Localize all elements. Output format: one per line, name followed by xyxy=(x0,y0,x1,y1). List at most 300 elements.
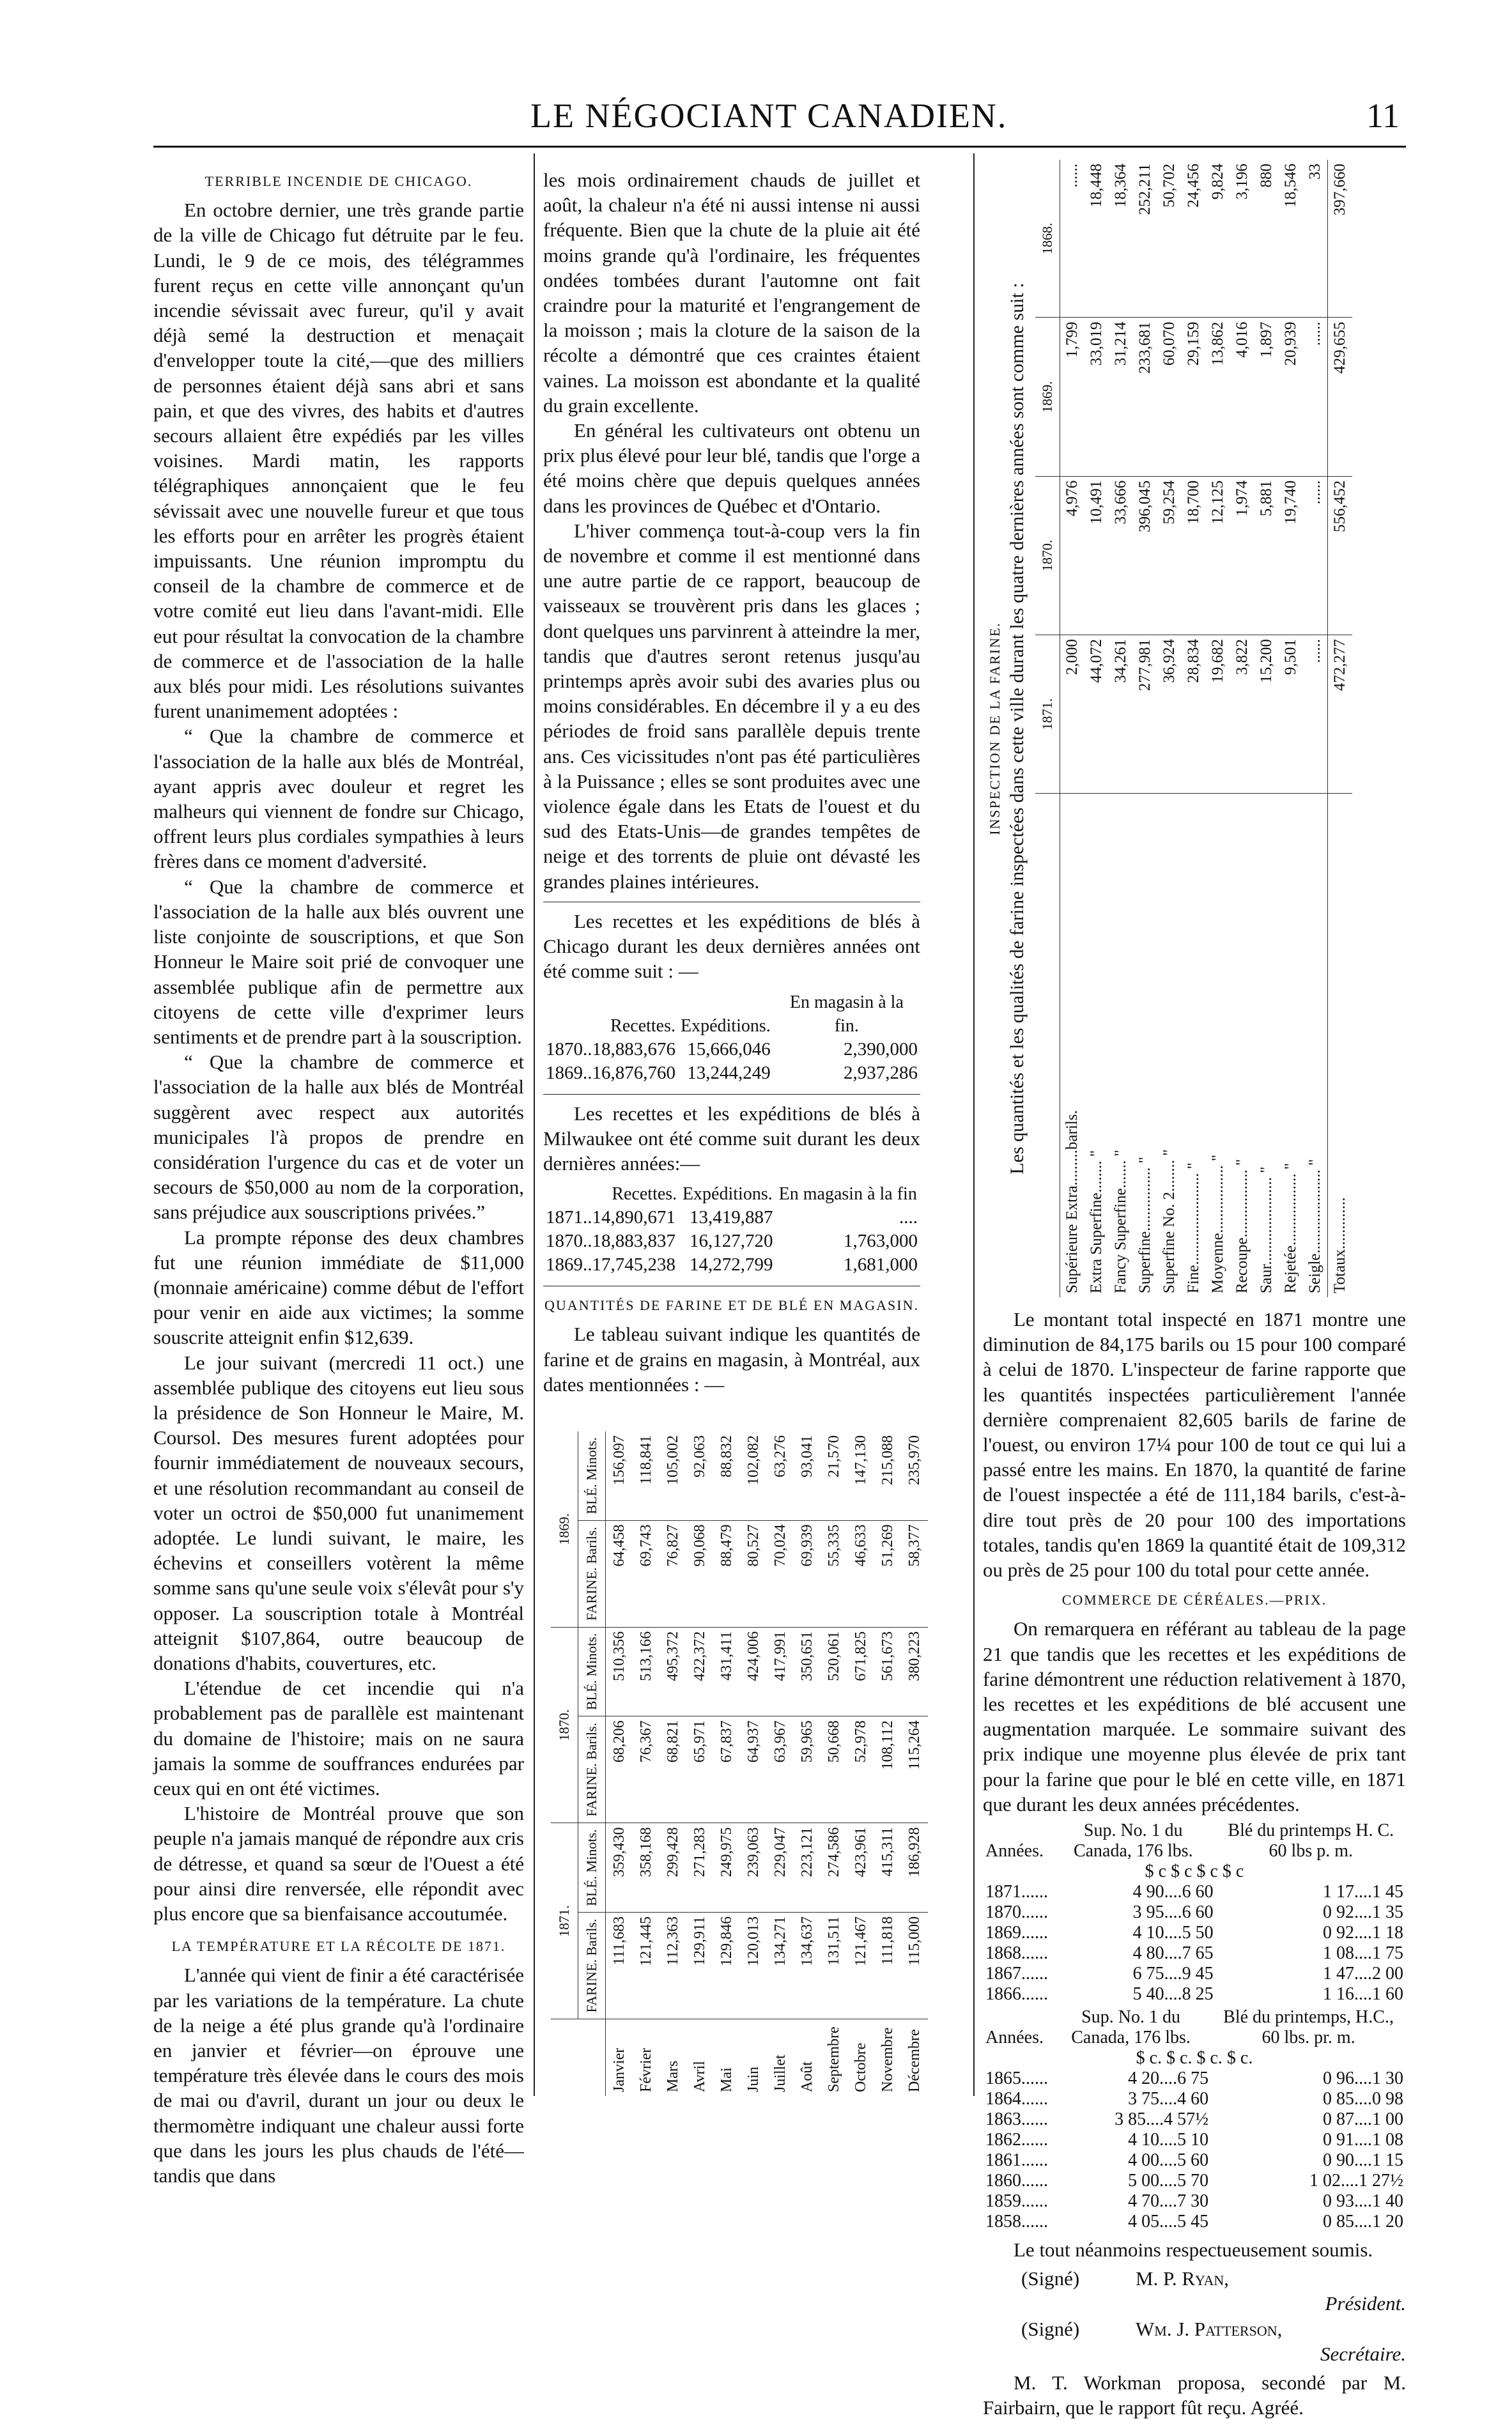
heading-stock-in-store: QUANTITÉS DE FARINE ET DE BLÉ EN MAGASIN. xyxy=(544,1297,919,1314)
heading-chicago-fire: TERRIBLE INCENDIE DE CHICAGO. xyxy=(204,173,473,189)
cell: 88,479 xyxy=(713,1520,740,1627)
table-row xyxy=(901,1431,928,2096)
cell: 1870..18,883,676 xyxy=(546,1038,675,1060)
milwaukee-wheat-table xyxy=(543,1182,920,1277)
cell: 520,061 xyxy=(821,1627,847,1716)
table-row xyxy=(983,2069,1406,2089)
column-1 xyxy=(153,167,524,2188)
month-label: Avril xyxy=(691,2061,708,2092)
cell: 59,254 xyxy=(1157,476,1182,635)
table-row xyxy=(606,1431,633,2096)
year-cell: 1863...... xyxy=(985,2109,1048,2130)
year-cell: 1866...... xyxy=(985,1984,1048,2005)
column-2 xyxy=(543,167,920,1397)
table-row xyxy=(821,1431,847,2096)
cell: 415,311 xyxy=(874,1823,901,1913)
cell: 880 xyxy=(1254,160,1279,318)
year-head: 1871. xyxy=(1035,635,1060,794)
signature-president xyxy=(983,2266,1406,2316)
month-label: Novembre xyxy=(879,2027,896,2092)
cell: 1,974 xyxy=(1230,476,1254,635)
col-head: Recettes. xyxy=(610,1015,675,1036)
heading-grain-prices: COMMERCE DE CÉRÉALES.—PRIX. xyxy=(1061,1592,1327,1608)
price-cell: 5 00....5 70 xyxy=(1128,2171,1209,2191)
cell: 561,673 xyxy=(874,1627,901,1716)
cell: 60,070 xyxy=(1157,318,1182,476)
flour-inspection-box xyxy=(984,160,1406,1297)
page-number: 11 xyxy=(1366,96,1400,135)
table-row xyxy=(983,1943,1406,1964)
cell: 10,491 xyxy=(1084,476,1109,635)
subhead-ble: BLÉ. Minots. xyxy=(578,1823,606,1913)
cell: 3,822 xyxy=(1230,635,1254,794)
year-cell: 1865...... xyxy=(985,2069,1048,2089)
cell: 2,390,000 xyxy=(844,1038,918,1060)
cell: 64,937 xyxy=(740,1716,767,1823)
row-label: Superfine................ " xyxy=(1136,1157,1153,1293)
cell: 15,666,046 xyxy=(687,1038,771,1060)
price-cell: 5 40....8 25 xyxy=(1132,1984,1214,2005)
price-cell: 0 91....1 08 xyxy=(1323,2130,1403,2150)
year-1869: 1869. xyxy=(551,1431,578,1627)
month-label: Septembre xyxy=(826,2026,842,2092)
cell: 34,261 xyxy=(1109,635,1133,794)
inspection-title: INSPECTION DE LA FARINE. xyxy=(987,622,1003,835)
year-cell: 1870...... xyxy=(985,1902,1048,1923)
cell: 13,244,249 xyxy=(687,1062,771,1083)
cell: 21,570 xyxy=(821,1431,847,1520)
price-cell: 1 08....1 75 xyxy=(1323,1943,1403,1964)
cell: 513,166 xyxy=(633,1627,660,1716)
price-cell: 4 00....5 60 xyxy=(1128,2150,1209,2171)
heading-temperature: LA TEMPÉRATURE ET LA RÉCOLTE DE 1871. xyxy=(171,1938,506,1955)
subhead-ble: BLÉ. Minots. xyxy=(578,1627,606,1716)
cell: 299,428 xyxy=(660,1823,686,1913)
price-cell: 0 85....0 98 xyxy=(1323,2089,1403,2109)
cell: 33 xyxy=(1303,160,1328,318)
table-row xyxy=(847,1431,874,2096)
year-cell: 1860...... xyxy=(985,2171,1048,2191)
month-label: Mars xyxy=(665,2060,681,2092)
cell: 215,088 xyxy=(874,1431,901,1520)
cell: 120,013 xyxy=(740,1912,767,2019)
row-label: Fine....................... " xyxy=(1185,1162,1202,1293)
cell: 12,125 xyxy=(1206,476,1230,635)
cell: 36,924 xyxy=(1157,635,1182,794)
cell: 417,991 xyxy=(767,1627,794,1716)
cell: 108,112 xyxy=(874,1716,901,1823)
month-label: Juillet xyxy=(772,2054,789,2092)
cell: 111,683 xyxy=(606,1912,633,2019)
newspaper-title: LE NÉGOCIANT CANADIEN. xyxy=(530,96,1008,135)
cell: 19,682 xyxy=(1206,635,1230,794)
cell: 131,511 xyxy=(821,1912,847,2019)
cell: 58,377 xyxy=(901,1520,928,1627)
cell: 102,082 xyxy=(740,1431,767,1520)
paragraph: M. T. Workman proposa, secondé par M. Fairbairn, que le rapport fût reçu. Agréé. xyxy=(983,2371,1406,2419)
cell: 64,458 xyxy=(606,1520,633,1627)
paragraph: les mois ordinairement chauds de juillet et août, la chaleur n'a été ni aussi intense ni aussi fréquente. Bien que la chute de la pluie ait été moins grande qu'à l'ordinaire, les fréquentes ondées tombées durant l'automne ont fait craindre pour la maturité et l'engrangement de la moisson ; mais la cloture de la saison de la récolte a démontré que ces craintes étaient vaines. La moisson est abondante et la qualité du grain excellente. xyxy=(543,169,920,417)
cell: 69,939 xyxy=(794,1520,821,1627)
column-divider-2 xyxy=(973,153,975,2096)
cell: 14,272,799 xyxy=(690,1254,773,1276)
cell: 358,168 xyxy=(633,1823,660,1913)
column-3 xyxy=(983,1307,1406,2420)
closing-line: Le tout néanmoins respectueusement soumis. xyxy=(1014,2239,1373,2262)
cell: 186,928 xyxy=(901,1823,928,1913)
year-head: 1868. xyxy=(1035,160,1060,318)
table-row xyxy=(543,1229,920,1253)
row-label: Supérieure Extra.........barils. xyxy=(1063,1110,1081,1293)
price-cell: 4 05....5 45 xyxy=(1128,2212,1209,2232)
cell: 249,975 xyxy=(713,1823,740,1913)
table-row xyxy=(794,1431,821,2096)
cell: 5,881 xyxy=(1254,476,1279,635)
cell: 51,269 xyxy=(874,1520,901,1627)
price-cell: 0 92....1 35 xyxy=(1323,1902,1403,1923)
price-table-2 xyxy=(983,2007,1406,2232)
table-row xyxy=(983,2191,1406,2212)
table-row xyxy=(740,1431,767,2096)
cell: 63,967 xyxy=(767,1716,794,1823)
units-row: $ c $ c $ c $ c xyxy=(1145,1861,1244,1882)
cell: 18,364 xyxy=(1109,160,1133,318)
subhead-farine: FARINE. Barils. xyxy=(578,1912,606,2019)
cell: 65,971 xyxy=(686,1716,713,1823)
cell: 44,072 xyxy=(1084,635,1109,794)
cell: 134,637 xyxy=(794,1912,821,2019)
cell: 18,448 xyxy=(1084,160,1109,318)
cell: 115,000 xyxy=(901,1912,928,2019)
col-head: Expéditions. xyxy=(682,1184,773,1205)
cell: 472,277 xyxy=(1328,635,1353,794)
table-row xyxy=(983,2089,1406,2109)
cell: 156,097 xyxy=(606,1431,633,1520)
cell: 424,006 xyxy=(740,1627,767,1716)
cell: 431,411 xyxy=(713,1627,740,1716)
price-cell: 6 75....9 45 xyxy=(1132,1964,1214,1984)
divider xyxy=(543,1094,920,1095)
cell: 380,223 xyxy=(901,1627,928,1716)
cell: 9,501 xyxy=(1279,635,1303,794)
year-cell: 1869...... xyxy=(985,1923,1048,1943)
paragraph: Les recettes et les expéditions de blés à Chicago durant les deux dernières années ont été comme suit : — xyxy=(543,909,920,983)
price-cell: 0 90....1 15 xyxy=(1323,2150,1403,2171)
price-cell: 1 47....2 00 xyxy=(1323,1964,1403,1984)
paragraph: L'histoire de Montréal prouve que son peuple n'a jamais manqué de répondre aux cris de détresse, et quand sa sœur de l'Ouest a été pour ainsi dire renversée, elle répondit avec plus encore que sa bienfaisance accoutumée. xyxy=(153,1802,524,1925)
col-head: Sup. No. 1 du Canada, 176 lbs. xyxy=(1071,2007,1191,2048)
cell: 422,372 xyxy=(686,1627,713,1716)
cell: 129,846 xyxy=(713,1912,740,2019)
cell: 1871..14,890,671 xyxy=(546,1207,675,1228)
cell: ...... xyxy=(1303,635,1328,794)
resolution-2: “ Que la chambre de commerce et l'association de la halle aux blés ouvrent une liste conjointe de souscriptions, et que Son Honneur le Maire soit prié de convoquer une assemblée publique afin de permettre aux citoyens de cette ville d'exprimer leurs sentiments et de prendre part à la souscription. xyxy=(153,875,524,1048)
year-1871: 1871. xyxy=(551,1823,578,2019)
signer-title: Secrétaire. xyxy=(1320,2342,1406,2365)
table-row xyxy=(1157,160,1182,1297)
table-row xyxy=(1230,160,1254,1297)
column-divider-1 xyxy=(534,153,535,2096)
col-head: Recettes. xyxy=(612,1184,677,1205)
cell: 50,668 xyxy=(821,1716,847,1823)
row-label: Extra Superfine........ " xyxy=(1088,1150,1105,1293)
cell: 495,372 xyxy=(660,1627,686,1716)
cell: 76,827 xyxy=(660,1520,686,1627)
month-label: Juin xyxy=(745,2066,762,2092)
table-row xyxy=(1303,160,1328,1297)
price-cell: 3 85....4 57½ xyxy=(1115,2109,1209,2130)
year-cell: 1859...... xyxy=(985,2191,1048,2212)
table-row xyxy=(543,1253,920,1277)
cell: 16,127,720 xyxy=(690,1231,773,1252)
cell: 69,743 xyxy=(633,1520,660,1627)
table-row xyxy=(1254,160,1279,1297)
cell: 4,016 xyxy=(1230,318,1254,476)
cell: 63,276 xyxy=(767,1431,794,1520)
row-label: Superfine No. 2........ " xyxy=(1161,1149,1178,1293)
year-cell: 1867...... xyxy=(985,1964,1048,1984)
col-head: Expéditions. xyxy=(681,1015,771,1036)
header-rule xyxy=(153,146,1406,148)
col-head: Années. xyxy=(985,2028,1044,2048)
year-1870: 1870. xyxy=(551,1627,578,1823)
month-label: Octobre xyxy=(852,2042,869,2092)
cell: 121,445 xyxy=(633,1912,660,2019)
table-row xyxy=(983,2109,1406,2130)
cell: 397,660 xyxy=(1328,160,1353,318)
price-cell: 1 16....1 60 xyxy=(1323,1984,1403,2005)
row-label: Recoupe................. " xyxy=(1233,1159,1251,1293)
cell: 223,121 xyxy=(794,1823,821,1913)
table-row xyxy=(983,2171,1406,2191)
cell: 359,430 xyxy=(606,1823,633,1913)
resolution-1: “ Que la chambre de commerce et l'association de la halle aux blés de Montréal, ayant appris avec douleur et regret les malheurs qui viennent de fondre sur Chicago, offrent leurs plus cordiales sympathies à leurs frères dans ce moment d'adversité. xyxy=(153,725,524,873)
price-cell: 4 80....7 65 xyxy=(1132,1943,1214,1964)
price-cell: 0 96....1 30 xyxy=(1323,2069,1403,2089)
chicago-wheat-table xyxy=(543,990,920,1085)
subhead-ble: BLÉ. Minots. xyxy=(578,1431,606,1520)
month-label: Février xyxy=(638,2047,654,2092)
table-row xyxy=(713,1431,740,2096)
subhead-farine: FARINE. Barils. xyxy=(578,1520,606,1627)
cell: 92,063 xyxy=(686,1431,713,1520)
month-label: Août xyxy=(799,2062,815,2092)
cell: 33,666 xyxy=(1109,476,1133,635)
table-row xyxy=(983,1902,1406,1923)
cell: 1870..18,883,837 xyxy=(546,1231,675,1252)
col-head: En magasin à la fin xyxy=(778,1184,917,1205)
price-cell: 0 93....1 40 xyxy=(1323,2191,1403,2212)
cell: 233,681 xyxy=(1133,318,1157,476)
table-row xyxy=(1182,160,1206,1297)
table-row xyxy=(1206,160,1230,1297)
cell: 68,206 xyxy=(606,1716,633,1823)
price-cell: 1 17....1 45 xyxy=(1323,1882,1403,1902)
cell: 671,825 xyxy=(847,1627,874,1716)
cell: 1,763,000 xyxy=(844,1231,918,1252)
cell: 76,367 xyxy=(633,1716,660,1823)
month-label: Janvier xyxy=(611,2047,628,2092)
cell: 90,068 xyxy=(686,1520,713,1627)
year-cell: 1861...... xyxy=(985,2150,1048,2171)
cell: 59,965 xyxy=(794,1716,821,1823)
cell: 118,841 xyxy=(633,1431,660,1520)
paragraph: L'étendue de cet incendie qui n'a probablement pas de parallèle est maintenant du domaine de l'histoire; mais on ne saura jamais la somme de souffrances endurées par ceux qui en ont été victimes. xyxy=(153,1677,524,1800)
cell: 1869..17,745,238 xyxy=(546,1254,675,1276)
cell: 1,681,000 xyxy=(844,1254,918,1276)
cell: 235,970 xyxy=(901,1431,928,1520)
cell: 429,655 xyxy=(1328,318,1353,476)
cell: 1869..16,876,760 xyxy=(546,1062,675,1083)
cell: 68,821 xyxy=(660,1716,686,1823)
table-row xyxy=(1279,160,1303,1297)
cell: 33,019 xyxy=(1084,318,1109,476)
price-cell: 4 10....5 50 xyxy=(1132,1923,1214,1943)
subhead-farine: FARINE. Barils. xyxy=(578,1716,606,1823)
totals-row xyxy=(1328,160,1353,1297)
table-row xyxy=(983,1923,1406,1943)
year-head: 1870. xyxy=(1035,476,1060,635)
year-head: 1869. xyxy=(1035,318,1060,476)
cell: 129,911 xyxy=(686,1912,713,2019)
year-cell: 1864...... xyxy=(985,2089,1048,2109)
cell: 46,633 xyxy=(847,1520,874,1627)
signature-secretary xyxy=(983,2316,1406,2366)
cell: 556,452 xyxy=(1328,476,1353,635)
stock-table-box xyxy=(551,1431,923,2096)
cell: 229,047 xyxy=(767,1823,794,1913)
price-cell: 4 10....5 10 xyxy=(1128,2130,1209,2150)
cell: 19,740 xyxy=(1279,476,1303,635)
table-row xyxy=(983,1964,1406,1984)
resolution-3: “ Que la chambre de commerce et l'association de la halle aux blés de Montréal suggèrent avec respect aux autorités municipales l'à propos de prendre en considération l'urgence du cas et de voter un secours de $50,000 au nom de la corporation, sans préjudice aux souscriptions privées.” xyxy=(153,1051,524,1224)
inspection-intro: Les quantités et les qualités de farine inspectées dans cette ville durant les quatre dernières années sont comme suit : xyxy=(1007,282,1028,1175)
year-cell: 1871...... xyxy=(985,1882,1048,1902)
table-row xyxy=(874,1431,901,2096)
price-cell: 3 75....4 60 xyxy=(1128,2089,1209,2109)
table-row xyxy=(1109,160,1133,1297)
month-label: Mai xyxy=(718,2067,735,2092)
cell: 2,000 xyxy=(1060,635,1085,794)
cell: 147,130 xyxy=(847,1431,874,1520)
year-cell: 1862...... xyxy=(985,2130,1048,2150)
price-cell: 0 92....1 18 xyxy=(1323,1923,1403,1943)
year-cell: 1858...... xyxy=(985,2212,1048,2232)
cell: 510,356 xyxy=(606,1627,633,1716)
cell: 2,937,286 xyxy=(844,1062,918,1083)
signer-name: M. P. Ryan, xyxy=(1136,2267,1230,2290)
cell: 13,419,887 xyxy=(690,1207,773,1228)
cell: 423,961 xyxy=(847,1823,874,1913)
price-cell: 0 87....1 00 xyxy=(1323,2109,1403,2130)
col-head: Sup. No. 1 du Canada, 176 lbs. xyxy=(1073,1821,1193,1861)
cell: 31,214 xyxy=(1109,318,1133,476)
cell: 13,862 xyxy=(1206,318,1230,476)
signer-name: Wm. J. Patterson, xyxy=(1136,2317,1283,2340)
col-head: Blé du printemps, H.C., 60 lbs. pr. m. xyxy=(1223,2007,1394,2048)
cell: 252,211 xyxy=(1133,160,1157,318)
col-head: En magasin à la fin. xyxy=(789,992,904,1036)
paragraph: La prompte réponse des deux chambres fut une réunion immédiate de $11,000 (monnaie américaine) comme début de l'effort pour venir en aide aux victimes; la somme souscrite atteignit enfin $12,639. xyxy=(153,1226,524,1349)
flour-inspection-table xyxy=(1035,160,1352,1297)
cell: 105,002 xyxy=(660,1431,686,1520)
row-label: Fancy Superfine....... " xyxy=(1112,1150,1129,1293)
cell: ...... xyxy=(1060,160,1085,318)
cell: 1,799 xyxy=(1060,318,1085,476)
cell: 15,200 xyxy=(1254,635,1279,794)
signer-title: Président. xyxy=(1325,2292,1406,2315)
table-row xyxy=(1084,160,1109,1297)
price-cell: 4 70....7 30 xyxy=(1128,2191,1209,2212)
units-row: $ c. $ c. $ c. $ c. xyxy=(1136,2048,1253,2069)
paragraph: Le montant total inspecté en 1871 montre une diminution de 84,175 barils ou 15 pour 100 comparé à celui de 1870. L'inspecteur de farine rapporte que les quantités inspectées particulièrement l'année dernière comprenaient 82,605 barils de farine de l'ouest, ou environ 17¼ pour 100 de tout ce qui lui a passé entre les mains. En 1870, la quantité de farine de l'ouest inspectée a été de 111,184 barils, c'est-à-dire tout près de 20 pour 100 des importations totales, tandis qu'en 1869 la quantité était de 109,312 ou près de 25 pour 100 du total pour cette année. xyxy=(983,1308,1406,1582)
cell: 274,586 xyxy=(821,1823,847,1913)
cell: ...... xyxy=(1303,318,1328,476)
cell: 396,045 xyxy=(1133,476,1157,635)
month-label: Décembre xyxy=(906,2029,923,2092)
paragraph: Le tableau suivant indique les quantités de farine et de grains en magasin, à Montréal, aux dates mentionnées : — xyxy=(543,1323,920,1396)
table-row xyxy=(543,1038,920,1061)
cell: 67,837 xyxy=(713,1716,740,1823)
price-cell: 1 02....1 27½ xyxy=(1309,2171,1403,2191)
cell: 1,897 xyxy=(1254,318,1279,476)
signed-label: (Signé) xyxy=(1021,2317,1080,2340)
price-table-1 xyxy=(983,1821,1406,2005)
cell: 9,824 xyxy=(1206,160,1230,318)
price-cell: 4 20....6 75 xyxy=(1128,2069,1209,2089)
cell: 24,456 xyxy=(1182,160,1206,318)
table-row xyxy=(543,1061,920,1085)
table-row xyxy=(983,1882,1406,1902)
col-head: Années. xyxy=(985,1841,1044,1861)
table-row xyxy=(660,1431,686,2096)
cell: 52,978 xyxy=(847,1716,874,1823)
price-cell: 3 95....6 60 xyxy=(1132,1902,1214,1923)
cell: 50,702 xyxy=(1157,160,1182,318)
table-row xyxy=(543,1206,920,1229)
table-row xyxy=(686,1431,713,2096)
paragraph: En général les cultivateurs ont obtenu un prix plus élevé pour leur blé, tandis que l'orge a été moins chère que depuis quelques années dans les provinces de Québec et d'Ontario. xyxy=(543,419,920,517)
cell: 239,063 xyxy=(740,1823,767,1913)
price-cell: 0 85....1 20 xyxy=(1323,2212,1403,2232)
cell: Totaux............. xyxy=(1328,794,1353,1297)
cell: 3,196 xyxy=(1230,160,1254,318)
row-label: Seigle..................... " xyxy=(1306,1159,1323,1293)
cell: 115,264 xyxy=(901,1716,928,1823)
paragraph: L'année qui vient de finir a été caractérisée par les variations de la température. La chute de la neige a été plus grande qu'à l'ordinaire en janvier et février—on éprouve une température très élevée dans le cours des mois de mai ou d'avril, durant un jour ou deux le thermomètre indiquant une chaleur aussi forte que dans les jours les plus chauds de l'été—tandis que dans xyxy=(153,1964,524,2187)
cell: 70,024 xyxy=(767,1520,794,1627)
col-head: Blé du printemps H. C. 60 lbs p. m. xyxy=(1228,1821,1394,1861)
row-label: Rejetée.................. " xyxy=(1282,1163,1299,1293)
table-row xyxy=(1060,160,1085,1297)
cell: 93,041 xyxy=(794,1431,821,1520)
cell: 88,832 xyxy=(713,1431,740,1520)
table-row xyxy=(983,2212,1406,2232)
paragraph: On remarquera en référant au tableau de la page 21 que tandis que les recettes et les expéditions de farine démontrent une réduction relativement à 1870, les recettes et les expéditions de blé accusent une augmentation marquée. Le sommaire suivant des prix indique une moyenne plus élevée de prix tant pour la farine que pour le blé en cette ville, en 1871 que durant les deux années précédentes. xyxy=(983,1617,1406,1815)
price-cell: 4 90....6 60 xyxy=(1132,1882,1214,1902)
cell: 29,159 xyxy=(1182,318,1206,476)
paragraph: L'hiver commença tout-à-coup vers la fin de novembre et comme il est mentionné dans une autre partie de ce rapport, beaucoup de vaisseaux se trouvèrent pris dans les glaces ; dont quelques uns parvinrent à atteindre la mer, tandis que d'autres seront retenus jusqu'au printemps après avoir subi des avaries plus ou moins considérables. En décembre il y a eu des périodes de froid sans parallèle depuis trente ans. Ces vicissitudes n'ont pas été particulières à la Puissance ; elles se sont produites avec une violence égale dans les Etats de l'ouest et du sud des Etats-Unis—de grandes tempêtes de neige et des torrents de pluie ont dévasté les grandes plaines intérieures. xyxy=(543,519,920,893)
cell: 112,363 xyxy=(660,1912,686,2019)
cell: 20,939 xyxy=(1279,318,1303,476)
cell: 18,546 xyxy=(1279,160,1303,318)
cell: 277,981 xyxy=(1133,635,1157,794)
cell: 111,818 xyxy=(874,1912,901,2019)
year-cell: 1868...... xyxy=(985,1943,1048,1964)
cell: 18,700 xyxy=(1182,476,1206,635)
cell: 4,976 xyxy=(1060,476,1085,635)
cell: 80,527 xyxy=(740,1520,767,1627)
